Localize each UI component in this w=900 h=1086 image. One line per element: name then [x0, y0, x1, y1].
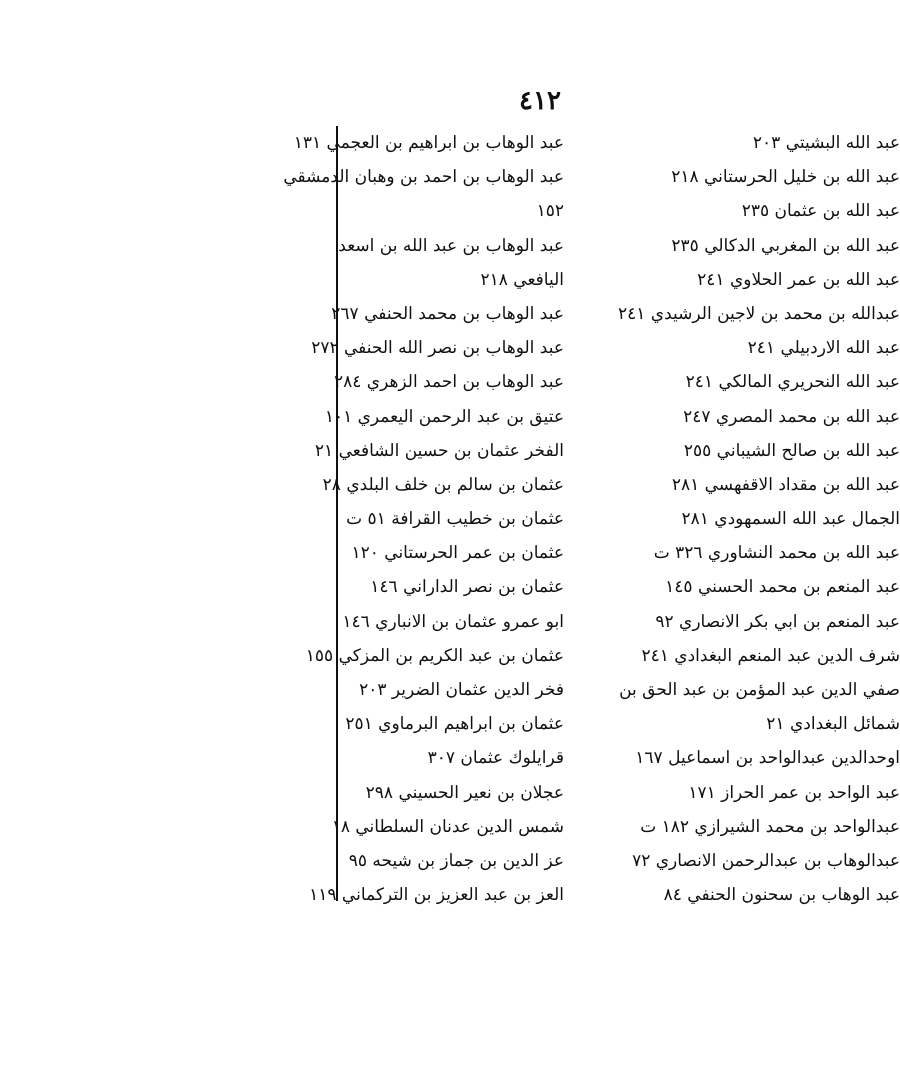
index-entry: فخر الدين عثمان الضرير ٢٠٣: [359, 680, 564, 700]
index-entry: عبد الله بن عثمان ٢٣٥: [741, 201, 900, 222]
index-entry: عبد الوهاب بن احمد الزهري ٢٨٤: [333, 372, 564, 393]
index-entry: قرايلوك عثمان ٣٠٧: [427, 748, 564, 769]
index-entry: عتيق بن عبد الرحمن اليعمري ١٠١: [324, 406, 564, 427]
index-entry: عثمان بن نصر الداراني ١٤٦: [370, 577, 564, 598]
left-column: [264, 126, 564, 906]
index-entry: عثمان بن ابراهيم البرماوي ٢٥١: [345, 714, 564, 735]
index-entry: عبد الله النحريري المالكي ٢٤١: [685, 372, 900, 393]
index-entry: عبد الوهاب بن احمد بن وهبان الدمشقي: [283, 167, 564, 188]
index-entry: عثمان بن عبد الكريم بن المزكي ١٥٥: [305, 645, 564, 666]
index-entry: اوحدالدين عبدالواحد بن اسماعيل ١٦٧: [635, 748, 900, 769]
index-entry: شمس الدين عدنان السلطاني ١٨: [331, 816, 564, 837]
index-entry: عثمان بن خطيب القرافة ٥١ ت: [346, 509, 564, 530]
index-entry: ١٥٢: [536, 201, 564, 222]
index-entry: عبدالواحد بن محمد الشيرازي ١٨٢ ت: [640, 816, 900, 837]
index-entry: عبد الله بن محمد المصري ٢٤٧: [683, 406, 900, 427]
index-entry: عبد الواحد بن عمر الحراز ١٧١: [688, 782, 900, 803]
index-entry: عبد الوهاب بن ابراهيم بن العجمي ١٣١: [293, 133, 564, 153]
index-entry: عبد الله بن المغربي الدكالي ٢٣٥: [671, 235, 900, 256]
index-entry: الجمال عبد الله السمهودي ٢٨١: [681, 509, 900, 530]
index-entry: عبد الوهاب بن عبد الله بن اسعد: [338, 235, 564, 256]
index-entry: عبد الوهاب بن محمد الحنفي ٢٦٧: [331, 303, 564, 324]
index-entry: صفي الدين عبد المؤمن بن عبد الحق بن: [619, 680, 900, 700]
index-entry: عبد الله بن مقداد الاقفهسي ٢٨١: [671, 474, 900, 495]
index-entry: عبد المنعم بن ابي بكر الانصاري ٩٢: [655, 611, 900, 632]
index-entry: عجلان بن نعير الحسيني ٢٩٨: [365, 782, 564, 803]
page-number: ٤١٢: [519, 86, 561, 116]
index-entry: عبدالوهاب بن عبدالرحمن الانصاري ٧٢: [632, 850, 900, 871]
right-column: [617, 126, 900, 906]
index-entry: عبد الله بن صالح الشيباني ٢٥٥: [683, 440, 900, 461]
index-entry: عبد المنعم بن محمد الحسني ١٤٥: [665, 577, 900, 598]
index-entry: شرف الدين عبد المنعم البغدادي ٢٤١: [641, 645, 900, 666]
index-entry: عبد الله بن خليل الحرستاني ٢١٨: [671, 167, 900, 188]
index-entry: شمائل البغدادي ٢١: [766, 714, 900, 735]
index-entry: عبد الوهاب بن نصر الله الحنفي ٢٧٢: [311, 338, 564, 359]
index-entry: ابو عمرو عثمان بن الانباري ١٤٦: [342, 611, 564, 632]
index-entry: عبدالله بن محمد بن لاجين الرشيدي ٢٤١: [617, 303, 900, 324]
index-entry: اليافعي ٢١٨: [480, 269, 564, 290]
index-entry: الفخر عثمان بن حسين الشافعي ٢١: [314, 440, 564, 461]
index-entry: عز الدين بن جماز بن شيحه ٩٥: [348, 850, 564, 871]
index-entry: عثمان بن عمر الحرستاني ١٢٠: [351, 543, 564, 564]
index-columns: [283, 126, 900, 906]
index-entry: عبد الله البشيتي ٢٠٣: [752, 133, 900, 153]
index-entry: عبد الله بن عمر الحلاوي ٢٤١: [697, 269, 900, 290]
index-entry: عبد الله الاردبيلي ٢٤١: [747, 338, 900, 359]
index-entry: عبد الوهاب بن سحنون الحنفي ٨٤: [663, 885, 900, 906]
index-entry: العز بن عبد العزيز بن التركماني ١١٩: [309, 885, 564, 906]
index-entry: عثمان بن سالم بن خلف البلدي ٢٨: [322, 474, 564, 495]
index-entry: عبد الله بن محمد النشاوري ٣٢٦ ت: [653, 543, 900, 564]
